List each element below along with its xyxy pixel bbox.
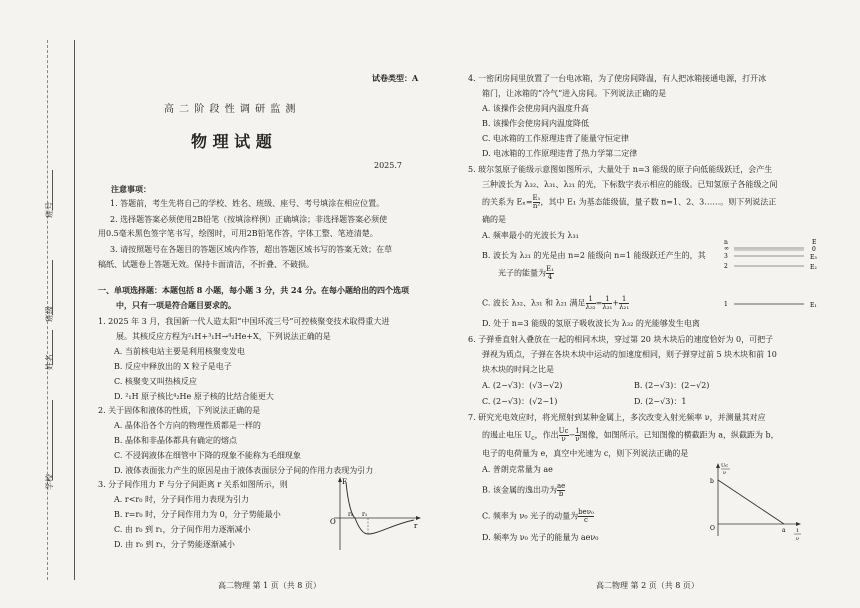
x-axis-denominator: ν: [796, 536, 800, 542]
question-6-option-d: D. (2−√3)：1: [634, 397, 687, 406]
question-1-stem: 展。其核反应方程为²₁H+³₁H→⁴₂He+X，下列说法正确的是: [116, 332, 331, 341]
grade-label: 班号: [45, 202, 54, 218]
photon-energy-fraction: [546, 266, 554, 281]
exam-date: 2025.7: [374, 161, 402, 170]
question-2-option-b: B. 晶体和非晶体都具有确定的熔点: [114, 436, 237, 445]
question-1-stem: 1. 2025 年 3 月，我国新一代人造太阳“中国环流三号”可控核聚变技术取得重大进: [98, 317, 390, 326]
question-7-option-b: [482, 483, 565, 498]
notes-title: 注意事项：: [111, 184, 151, 194]
binding-line: [74, 40, 75, 580]
equals-sign: =: [595, 298, 603, 308]
formula-dash: −: [568, 430, 576, 440]
fraction-denominator: n²: [532, 202, 541, 210]
e1-label: E₁: [810, 302, 817, 309]
y-intercept-label: b: [710, 478, 714, 485]
question-6-stem: 弹视为质点，子弹在各块木块中运动的加速度相同，则子弹穿过前 5 块木块和前 10: [482, 350, 777, 359]
work-function-fraction: [557, 483, 565, 498]
exam-type: 试卷类型：A: [372, 73, 419, 83]
question-2-option-a: A. 晶体沿各个方向的物理性质都是一样的: [114, 421, 261, 430]
fraction-numerator: E₁: [546, 265, 554, 273]
question-6-option-c: C. (2−√3)：(√2−1): [482, 397, 558, 406]
r-axis-arrow: [416, 516, 421, 520]
option-text: B. 该金属的逸出功为: [482, 485, 557, 495]
x-intercept-label: a: [782, 527, 786, 534]
question-7-option-c: [482, 509, 594, 524]
question-1-option-d: D. ²₁H 原子核比⁴₂He 原子核的比结合能更大: [114, 392, 274, 401]
option-text: 光子的能量为: [498, 268, 546, 278]
y-axis-numerator: Uc: [721, 463, 729, 469]
n1-label: 1: [724, 301, 728, 308]
momentum-fraction: [578, 509, 594, 524]
question-5-stem: 确的是: [482, 215, 506, 224]
formula-text: ，其中 E₁ 为基态能级值，量子数 n=1、2、3……。则下列说法正: [540, 197, 777, 207]
school-label: 学校: [45, 474, 54, 490]
r-axis-label: r: [414, 522, 418, 530]
question-7-stem: 7. 研究光电效应时，将光照射到某种金属上，多次改变入射光频率 ν，并测量其对应: [468, 413, 766, 422]
y-axis-arrow: [716, 463, 720, 468]
photoelectric-graph-figure: [708, 458, 804, 544]
question-4-option-d: D. 电冰箱的工作原理违背了热力学第二定律: [482, 149, 638, 158]
school-blank: [52, 400, 53, 480]
f-axis-label: F: [342, 478, 347, 486]
question-4-stem: 4. 一密闭房间里放置了一台电冰箱，为了使房间降温，有人把冰箱接通电源，打开冰: [468, 74, 767, 83]
question-5-option-a: A. 频率最小的光波长为 λ₃₁: [482, 231, 579, 240]
note-line: 3. 请按照题号在各题目的答题区域内作答，超出答题区域书写的答案无效；在草: [110, 245, 393, 254]
option-text: C. 频率为 ν₀ 光子的动量为: [482, 511, 579, 521]
question-2-option-c: C. 不浸润液体在细管中下降的现象不能称为毛细现象: [114, 451, 301, 460]
x-axis-numerator: 1: [796, 528, 800, 534]
n3-label: 3: [724, 253, 728, 260]
r0-label: r₀: [348, 511, 354, 518]
fraction-numerator: E₁: [532, 194, 541, 202]
formula-text: ，作出: [534, 430, 559, 440]
question-5-option-b: B. 波长为 λ₂₁ 的光是由 n=2 能级向 n=1 能级跃迁产生的，其: [482, 251, 706, 260]
option-text: C. 波长 λ₃₂、λ₃₁ 和 λ₂₁ 满足: [482, 298, 586, 308]
question-4-option-c: C. 电冰箱的工作原理违背了能量守恒定律: [482, 134, 629, 143]
page-footer-right: 高二物理 第 2 页（共 8 页）: [596, 581, 699, 590]
note-line: 稿纸、试题卷上答题无效。保持卡面清洁，不折叠、不破损。: [98, 260, 314, 269]
note-line: 1. 答题前，考生先将自己的学校、姓名、班级、座号、考号填涂在相应位置。: [110, 199, 385, 208]
uc-over-nu-fraction: [559, 428, 569, 443]
fraction-denominator: λ₃₂: [585, 303, 596, 311]
note-line: 2. 选择题答案必须使用2B铅笔（按填涂样例）正确填涂；非选择题答案必须使: [110, 215, 388, 224]
origin-label: O: [330, 518, 336, 526]
r1-label: r₁: [362, 511, 368, 518]
question-6-option-a: A. (2−√3)：(√3−√2): [482, 381, 563, 390]
question-5-stem: 5. 玻尔氢原子能级示意图如图所示，大量处于 n=3 能级的原子向低能级跃迁，会产生: [468, 165, 773, 174]
question-7-stem-formula: [482, 428, 779, 446]
page-title: 物 理 试 题: [191, 132, 272, 151]
force-distance-figure: [322, 474, 422, 554]
fraction-numerator: Uc: [558, 427, 569, 435]
question-6-option-b: B. (2−√3)：(2−√2): [634, 381, 710, 390]
fraction-numerator: 1: [619, 296, 629, 304]
question-3-stem: 3. 分子间作用力 F 与分子间距离 r 关系如图所示，则: [98, 480, 288, 489]
question-1-option-b: B. 反应中释放出的 X 粒子是电子: [114, 362, 232, 371]
question-4-stem: 箱门，让冰箱的“冷气”进入房间。下列说法正确的是: [482, 89, 667, 98]
grade-blank: [52, 170, 53, 210]
n2-label: 2: [724, 263, 728, 270]
fraction-denominator: ν: [561, 435, 566, 443]
wavelength-fraction: [602, 296, 612, 311]
energy-level-figure: [722, 236, 826, 314]
plus-sign: +: [612, 298, 620, 308]
question-3-option-c: C. 由 r₀ 到 r₁，分子间作用力逐渐减小: [114, 525, 251, 534]
question-5-stem: 三种波长为 λ₃₂、λ₃₁、λ₂₁ 的光，下标数字表示相应的能级。已知氢原子各能级之间: [482, 180, 778, 189]
name-label: 姓名: [45, 354, 54, 370]
question-2-stem: 2. 关于固体和液体的性质，下列说法正确的是: [98, 406, 261, 415]
fraction-denominator: b: [558, 490, 564, 498]
wavelength-fraction: [619, 296, 629, 311]
y-axis-denominator: ν: [723, 470, 727, 476]
question-5-option-b-cont: [498, 266, 554, 281]
fraction-numerator: 1: [575, 427, 580, 435]
e3-label: E₃: [810, 254, 817, 261]
fraction-numerator: 1: [586, 296, 596, 304]
question-1-option-c: C. 核聚变又叫热核反应: [114, 377, 197, 386]
fraction-denominator: λ₃₁: [602, 303, 613, 311]
question-4-option-a: A. 该操作会使房间内温度升高: [482, 104, 589, 113]
question-7-option-a: A. 普朗克常量为 ae: [482, 465, 553, 474]
exam-header: 高 二 阶 段 性 调 研 监 测: [164, 104, 297, 115]
e2-label: E₂: [810, 264, 817, 271]
question-1-option-a: A. 当前核电站主要是利用核聚变发电: [114, 347, 245, 356]
question-7-stem: 电子的电荷量为 e，真空中光速为 c，则下列说法正确的是: [482, 449, 689, 458]
fraction-denominator: λ₂₁: [619, 303, 630, 311]
question-2-option-d: D. 液体表面张力产生的原因是由于液体表面层分子间的作用力表现为引力: [114, 466, 374, 475]
formula-text: 图像，如图所示。已知图像的横截距为 a，纵截距为 b，: [579, 430, 779, 440]
fraction-numerator: beν₀: [578, 508, 594, 516]
class-label: 班级: [45, 306, 54, 322]
n-header: n: [724, 239, 728, 246]
question-5-option-d: D. 处于 n=3 能级的氢原子吸收波长为 λ₃₂ 的光能够发生电离: [482, 319, 700, 328]
question-3-option-d: D. 由 r₀ 到 r₁，分子势能逐渐减小: [114, 540, 235, 549]
section-heading: 一、单项选择题：本题包括 8 小题，每小题 3 分，共 24 分。在每小题给出的四个选项: [98, 285, 409, 295]
section-heading: 中，只有一项是符合题目要求的。: [116, 300, 236, 310]
question-5-stem-formula: [482, 195, 776, 210]
class-blank: [52, 260, 53, 315]
n-infinity-label: ∞: [724, 245, 729, 252]
question-6-stem: 块木块的时间之比是: [482, 365, 554, 374]
page-footer-left: 高二物理 第 1 页（共 8 页）: [218, 581, 321, 590]
name-blank: [52, 330, 53, 365]
question-3-option-a: A. r<r₀ 时，分子间作用力表现为引力: [114, 495, 249, 504]
fraction-denominator: c: [583, 516, 588, 524]
question-6-stem: 6. 子弹垂直射入叠放在一起的相同木块，穿过第 20 块木块后的速度恰好为 0，可把子: [468, 335, 774, 344]
formula-text: 的关系为 Eₙ=: [482, 197, 533, 207]
x-axis-arrow: [796, 522, 801, 526]
fraction-denominator: 4: [547, 273, 553, 281]
fraction-numerator: 1: [602, 296, 612, 304]
origin-label: O: [710, 525, 715, 532]
question-5-option-c: [482, 296, 629, 311]
formula-subscript: c: [531, 435, 535, 443]
e-zero-label: 0: [812, 246, 816, 253]
note-line: 用0.5毫米黑色签字笔书写，绘图时，可用2B铅笔作答，字体工整、笔迹清楚。: [98, 229, 378, 238]
question-3-option-b: B. r=r₀ 时，分子间作用力为 0，分子势能最小: [114, 510, 281, 519]
fraction-numerator: ae: [556, 482, 566, 490]
fraction-denominator: ν: [575, 435, 580, 443]
force-curve: [346, 482, 414, 534]
formula-text: 的遏止电压 U: [482, 430, 532, 440]
question-7-option-d: D. 频率为 ν₀ 光子的能量为 aeν₀: [482, 533, 599, 542]
question-4-option-b: B. 该操作会使房间内温度降低: [482, 119, 589, 128]
e-header: E: [812, 239, 817, 246]
data-line: [718, 480, 784, 524]
wavelength-fraction: [586, 296, 596, 311]
